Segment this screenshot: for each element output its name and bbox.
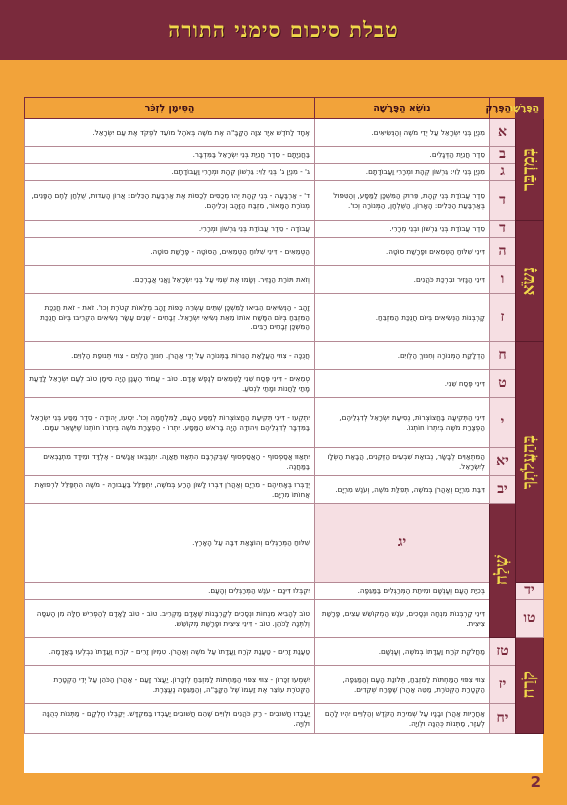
perek-cell: ח [490, 342, 516, 370]
siman-cell: ג' - מִנְיַן ג' בְּנֵי לֵוִי: גֵּרְשׁוֹן קְהָת וּמְרָרִי וַעֲבוֹדָתָם. [25, 164, 315, 181]
table-row [25, 266, 544, 294]
topic-cell: הַמִּתְאַוִּים לְבָשָׂר, נְבוּאַת שִׁבְעִים הַזְּקֵנִים, הֲבָאַת הַשְּׂלָו לְיִשְׂרָאֵל. [315, 448, 490, 476]
table-row [25, 666, 544, 704]
perek-cell: ג [490, 164, 516, 181]
parasha-name-cell [516, 119, 544, 221]
table-row [25, 238, 544, 266]
siman-cell: יִקְבְּלוּ דִּינָם - עֹנֶשׁ הַמְּרַגְּלִים וְהָעָם. [25, 583, 315, 600]
parasha-name: קֹרַח [518, 671, 539, 699]
siman-cell: יִתְאַוּוּ אֲסַפְסוּף - הָאֲסַפְסוּף שֶׁבְּקִרְבָּם הִתְאַוּוּ תַּאֲוָה. יִתְנַבְּאוּ אֲנָשִׁים - אֶלְדָּד וּמֵידָד מִתְנַבְּאִים בַּמַּחֲנֶה. [25, 448, 315, 476]
siman-cell: טוֹב לְהָבִיא מִנְחוֹת וּנְסָכִים לְקָרְבָּנוֹת שֶׁאָדָם מַקְרִיב. טוֹב - טוֹב לָאָדָם לְהַפְרִישׁ חַלָּה מִן הָעִסָּה וְלִתְּנָהּ לַכֹּהֵן. טוֹב - דִּינֵי צִיצִית וּפָרָשַׁת מְקוֹשֵׁשׁ. [25, 600, 315, 638]
perek-cell: יד [516, 583, 544, 600]
page-title: טבלת סיכום סימני התורה [168, 17, 399, 42]
table-row [25, 476, 544, 504]
topic-cell: דִּינֵי קָרְבְּנוֹת מִנְחָה וּנְסָכִים, עֹנֶשׁ הַמְקוֹשֵׁשׁ עֵצִים, פָּרָשַׁת צִיצִית. [315, 600, 490, 638]
topic-cell: הַדְלָקַת הַמְּנוֹרָה וְחִנּוּךְ הַלְוִיִּם. [315, 342, 490, 370]
siman-cell: טַעֲנַת זָרִים - טַעֲנַת קֹרַח וַעֲדָתוֹ עַל מֹשֶׁה וְאַהֲרֹן. טִמְיוֹן זָרִים - קֹרַח וַעֲדָתוֹ נִבְלְעוּ בָּאֲדָמָה. [25, 638, 315, 666]
table-row [25, 600, 544, 638]
parasha-name: נָשֹׂא [518, 266, 539, 295]
perek-cell: ה [490, 238, 516, 266]
parasha-name-cell [516, 638, 544, 734]
topic-cell: צִוּוּי צִפּוּי הַמַּחְתּוֹת לַמִּזְבֵּחַ, תְּלוּנַת הָעָם וְהַמַּגֵּפָה, הַקְטָרַת הַקְּטֹרֶת, מַטֵּה אַהֲרֹן שֶׁפָּרַח שְׁקֵדִים. [315, 666, 490, 704]
table-row [25, 164, 544, 181]
topic-cell: דִּבַּת מִרְיָם וְאַהֲרֹן בְּמֹשֶׁה, תְּפִלַּת מֹשֶׁה, וְעֹנֶשׁ מִרְיָם. [315, 476, 490, 504]
siman-cell: ד' - אַרְבָּעָה - בְּנֵי קְהָת יְהוּ מְכַסִּים לְכַסּוֹת אֶת אַרְבַּעַת הַכֵּלִים: אֲרוֹן הָעֵדוּת, שֻׁלְחַן לֶחֶם הַפָּנִים, מְנוֹרַת הַמָּאוֹר, מִזְבַּח הַזָּהָב וְכֵלֵיהֶם. [25, 181, 315, 221]
topic-cell: דִּינֵי הַנָּזִיר וּבִרְכַּת כֹּהֲנִים. [315, 266, 490, 294]
topic-cell: בְּכִיַּת הָעָם וְעָנְשָׁם וּמִיתַת הַמְּרַגְּלִים בַּמַּגֵּפָה. [315, 583, 490, 600]
header-perek: הַפֶּרֶק [490, 98, 516, 119]
table-row [25, 583, 544, 600]
table-header-row [25, 98, 544, 119]
topic-cell: קָרְבְּנוֹת הַנְּשִׂיאִים בְּיוֹם חֲנֻכַּת הַמִּזְבֵּחַ. [315, 294, 490, 342]
table-row [25, 504, 544, 583]
perek-cell: ו [490, 266, 516, 294]
siman-cell: זָהָב - הַנְּשִׂיאִים הֵבִיאוּ לַמִּשְׁכָּן שְׁתֵּים עֶשְׂרֵה כַּפּוֹת זָהָב מְלֵאוֹת קְטֹרֶת וְכוּ'. זֹאת - זֹאת חֲנֻכַּת הַמִּזְבֵּחַ בְּיוֹם הִמָּשַׁח אוֹתוֹ מֵאֵת נְשִׂיאֵי יִשְׂרָאֵל. זְבָחִים - שְׁנֵים עָשָׂר נְשִׂיאִים הִקְרִיבוּ בְּיוֹם חֲנֻכַּת הַמִּשְׁכָּן זְבָחִים רַבִּים. [25, 294, 315, 342]
perek-cell: ט [490, 370, 516, 398]
header-topic: נוֹשֵׂא הַפָּרָשָׁה [315, 98, 490, 119]
table-row [25, 119, 544, 147]
siman-cell: יִתְקְעוּ - דִּינֵי תְּקִיעַת הַחֲצוֹצְרוֹת לְמַסַּע הָעָם, לַמִּלְחָמָה וְכוּ'. יִסְעוּ, יְהוּדָה - סֵדֶר מַסַּע בְּנֵי יִשְׂרָאֵל בַּמִּדְבָּר לְדִגְלֵיהֶם וִיהוּדָה הָיָה בָּרֹאשׁ הַמַּסָּע. יִתְרוֹ - הַפְצָרַת מֹשֶׁה בְּיִתְרוֹ חוֹתְנוֹ שֶׁיִּשָּׁאֵר עִמָּם. [25, 398, 315, 448]
summary-table [24, 97, 544, 734]
siman-cell: יַעַבְדוּ חֲשׁוּבִים - רַק כֹּהֲנִים וּלְוִיִּים שֶׁהֵם חֲשׁוּבִים יַעַבְדוּ בַּמִּקְדָּשׁ. יְקַבְּלוּ חֶלְקָם - מַתְּנוֹת כְּהֻנָּה וּלְוִיָּה. [25, 704, 315, 734]
summary-table-container [24, 97, 543, 773]
perek-cell: ב [490, 147, 516, 164]
topic-cell: דִּינֵי פֶּסַח שֵׁנִי. [315, 370, 490, 398]
perek-cell: י [490, 398, 516, 448]
parasha-name-cell [490, 504, 516, 638]
siman-cell: וְזֹאת תּוֹרַת הַנָּזִיר. וְשָׂמוּ אֶת שְׁמִי עַל בְּנֵי יִשְׂרָאֵל וַאֲנִי אֲבָרְכֵם. [25, 266, 315, 294]
perek-cell: ד [490, 221, 516, 238]
perek-cell: יא [490, 448, 516, 476]
topic-cell: דִּינֵי שִׁלּוּחַ הַטְּמֵאִים וּפָרָשַׁת סוֹטָה. [315, 238, 490, 266]
parasha-name: בְּהַעֲלֹתְךָ [518, 434, 539, 489]
table-body [25, 119, 544, 734]
table-row [25, 147, 544, 164]
table-row [25, 638, 544, 666]
table-row [25, 448, 544, 476]
parasha-name: שְׁלַח [491, 555, 512, 586]
perek-cell: יג [315, 504, 490, 583]
table-row [25, 398, 544, 448]
perek-cell: יח [490, 704, 516, 734]
topic-cell: מִנְיַן בְּנֵי יִשְׂרָאֵל עַל יְדֵי מֹשֶׁה וְהַנְּשִׂיאִים. [315, 119, 490, 147]
parasha-name: בְּמִדְבַּר [518, 147, 539, 191]
topic-cell: מַחֲלֹקֶת קֹרַח וַעֲדָתוֹ בְּמֹשֶׁה, וְעָנְשָׁם. [315, 638, 490, 666]
table-row [25, 370, 544, 398]
perek-cell: א [490, 119, 516, 147]
topic-cell: אַחֲרָיוּת אַהֲרֹן וּבָנָיו עַל שְׁמִירַת הַקֹּדֶשׁ וְהַלְוִיִּים יִהְיוּ לָהֶם לְעֵזֶר, מַתְּנוֹת כְּהֻנָּה וּלְוִיָּה. [315, 704, 490, 734]
parasha-name-cell [516, 342, 544, 583]
table-row [25, 221, 544, 238]
perek-cell: ד [490, 181, 516, 221]
perek-cell: טז [490, 638, 516, 666]
header-siman: הַסִּימָן לִזְכֹּר [25, 98, 315, 119]
siman-cell: אֶחָד לַחֹדֶשׁ אִיָּר צִוָּה הַקָּבָּ"ה אֶת מֹשֶׁה בְּאֹהֶל מוֹעֵד לִפְקֹד אֶת עַם יִשְׂרָאֵל. [25, 119, 315, 147]
topic-cell: סֵדֶר עֲבוֹדַת בְּנֵי קְהָת, פֵּרוּק הַמִּשְׁכָּן לַמַּסָּע, וְהַטִּפּוּל בְּאַרְבַּעַת הַכֵּלִים: הָאָרוֹן, הַשֻּׁלְחָן, הַמְּנוֹרָה וְכוּ'. [315, 181, 490, 221]
table-row [25, 342, 544, 370]
siman-cell: יְדַבְּרוּ בְּאָחִיהֶם - מִרְיָם וְאַהֲרֹן דִּבְּרוּ לָשׁוֹן הָרַע בְּמֹשֶׁה, יִתְפַּלֵּל בַּעֲבוּרָהּ - מֹשֶׁה הִתְפַּלֵּל לִרְפוּאַת אֲחוֹתוֹ מִרְיָם. [25, 476, 315, 504]
siman-cell: חֲנֻכָּה - צִוּוּי הַעֲלָאַת הַנֵּרוֹת בַּמְּנוֹרָה עַל יְדֵי אַהֲרֹן. חִנּוּךְ הַלְוִיִּם - צִוּוּי תְּנוּפַת הַלְוִיִּם. [25, 342, 315, 370]
header-parasha: הַפָּרָשָׁה [516, 98, 544, 119]
table-row [25, 704, 544, 734]
page-header [0, 0, 567, 60]
perek-cell: טו [516, 600, 544, 638]
table-row [25, 294, 544, 342]
topic-cell: מִנְיַן בְּנֵי לֵוִי: גֵּרְשׁוֹן קְהָת וּמְרָרִי וַעֲבוֹדָתָם. [315, 164, 490, 181]
perek-cell: ז [490, 294, 516, 342]
topic-cell: דִּינֵי הַתְּקִיעָה בַּחֲצוֹצְרוֹת, נְסִיעַת יִשְׂרָאֵל לְדִגְלֵיהֶם, הַפְצָרַת מֹשֶׁה בְּיִתְרוֹ חוֹתְנוֹ. [315, 398, 490, 448]
perek-cell: יז [490, 666, 516, 704]
table-row [25, 181, 544, 221]
siman-cell: טְמֵאִים - דִּינֵי פֶּסַח שֵׁנִי לַטְּמֵאִים לְנֶפֶשׁ אָדָם. טוֹב - עֲמוֹד הֶעָנָן הָיָה סִימָן טוֹב לְעַם יִשְׂרָאֵל לָדַעַת מָתַי לַחֲנוֹת וּמָתַי לִנְסֹעַ. [25, 370, 315, 398]
topic-cell: סֵדֶר עֲבוֹדַת בְּנֵי גֵּרְשׁוֹן וּבְנֵי מְרָרִי. [315, 221, 490, 238]
page-number: 2 [530, 773, 541, 791]
siman-cell: עֲבוֹדָה - סֵדֶר עֲבוֹדַת בְּנֵי גֵּרְשׁוֹן וּמְרָרִי. [25, 221, 315, 238]
parasha-name-cell [516, 221, 544, 342]
perek-cell: יב [490, 476, 516, 504]
siman-cell: יִשְׁמְעוּ זִכָּרוֹן - צִוּוּי צִפּוּי הַמַּחְתּוֹת לַמִּזְבֵּחַ לְזִכָּרוֹן. יַעֲצֹר זָעַם - אַהֲרֹן הַכֹּהֵן עַל יְדֵי הַקְטָרַת הַקְּטֹרֶת עוֹצֵר אֶת זַעְמוֹ שֶׁל הַקָּבָּ"ה, וְהַמַּגֵּפָה נֶעֱצֶרֶת. [25, 666, 315, 704]
topic-cell: שִׁלּוּחַ הַמְּרַגְּלִים וְהוֹצָאַת דִּבָּה עַל הָאָרֶץ. [25, 504, 315, 583]
topic-cell: סֵדֶר חֲנִיַּת הַדְּגָלִים. [315, 147, 490, 164]
siman-cell: בַּחֲנִיָּתָם - סֵדֶר חֲנִיַּת בְּנֵי יִשְׂרָאֵל בַּמִּדְבָּר. [25, 147, 315, 164]
siman-cell: הַטְּמֵאִים - דִּינֵי שִׁלּוּחַ הַטְּמֵאִים, הַסּוֹטָה - פָּרָשַׁת סוֹטָה. [25, 238, 315, 266]
